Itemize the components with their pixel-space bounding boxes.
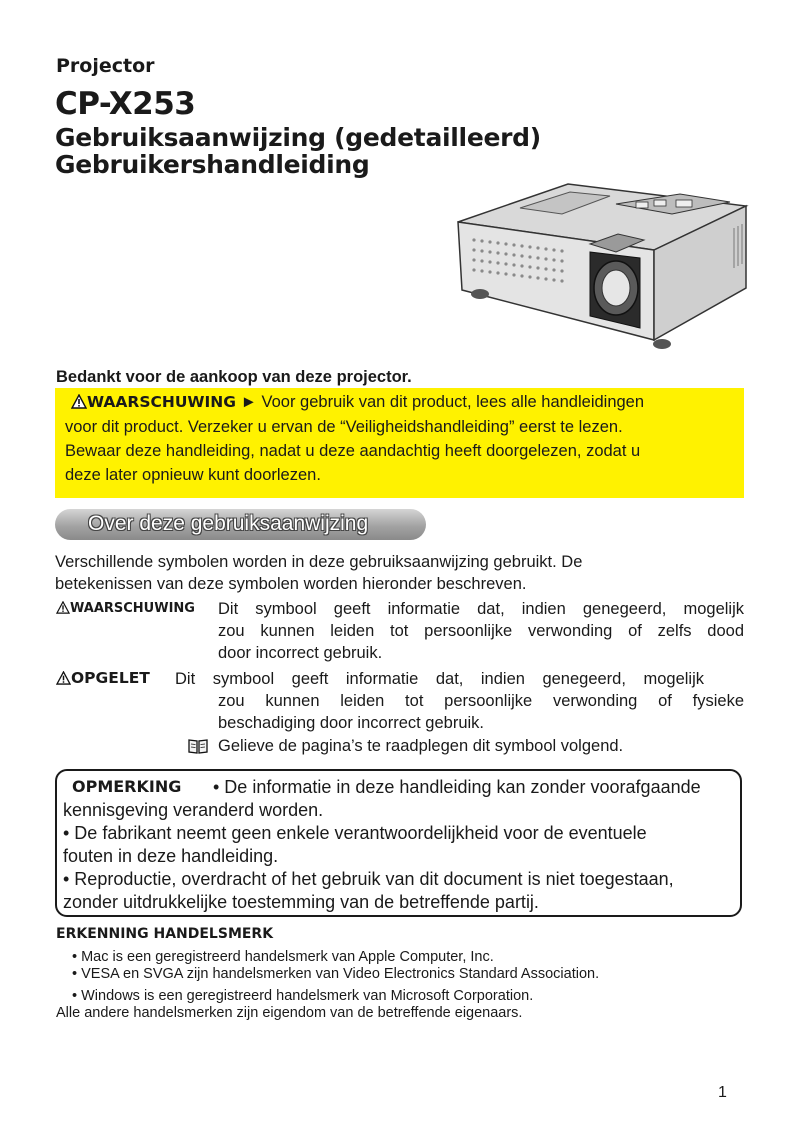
symbol-caution-desc-line1: Dit symbool geeft informatie dat, indien genegeerd, mogelijk — [175, 670, 704, 688]
warning-text-line2: voor dit product. Verzeker u ervan de “Veiligheidshandleiding” eerst te lezen. — [65, 418, 623, 436]
model-number: CP-X253 — [55, 86, 196, 122]
warning-box — [55, 388, 744, 498]
warning-first-line — [71, 393, 644, 412]
warning-label: WAARSCHUWING — [87, 393, 236, 411]
symbol-warning-desc-line3: door incorrect gebruik. — [218, 644, 383, 662]
projector-image — [440, 178, 752, 354]
note-line1: • De informatie in deze handleiding kan zonder voorafgaande — [213, 777, 701, 797]
trademark-footer: Alle andere handelsmerken zijn eigendom van de betreffende eigenaars. — [56, 1005, 523, 1021]
trademark-item: • VESA en SVGA zijn handelsmerken van Video Electronics Standard Association. — [72, 966, 600, 982]
warning-triangle-icon — [71, 394, 87, 409]
symbol-caution-label — [56, 669, 150, 687]
book-icon — [188, 738, 208, 754]
symbol-caution-text: OPGELET — [71, 669, 150, 687]
intro-line2: betekenissen van deze symbolen worden hieronder beschreven. — [55, 575, 527, 593]
warning-text-line1: Voor gebruik van dit product, lees alle handleidingen — [261, 393, 645, 411]
arrow-icon: ► — [240, 393, 257, 411]
book-symbol-text: Gelieve de pagina’s te raadplegen dit symbool volgend. — [218, 737, 624, 755]
page-number: 1 — [718, 1084, 727, 1101]
caution-triangle-icon — [56, 671, 71, 685]
section-title: Over deze gebruiksaanwijzing — [88, 512, 369, 535]
warning-text-line4: deze later opnieuw kunt doorlezen. — [65, 466, 321, 484]
note-label: OPMERKING — [72, 777, 182, 796]
note-line2: kennisgeving veranderd worden. — [63, 800, 324, 820]
warning-text-line3: Bewaar deze handleiding, nadat u deze aandachtig heeft doorgelezen, zodat u — [65, 442, 641, 460]
symbol-caution-desc-line2: zou kunnen leiden tot persoonlijke verwonding of fysieke — [218, 692, 744, 710]
symbol-caution-desc-line3: beschadiging door incorrect gebruik. — [218, 714, 484, 732]
symbol-warning-text: WAARSCHUWING — [70, 601, 195, 616]
symbol-warning-desc-line1: Dit symbool geeft informatie dat, indien genegeerd, mogelijk — [218, 600, 744, 618]
note-line4: fouten in deze handleiding. — [63, 846, 279, 866]
document-title: Gebruiksaanwijzing (gedetailleerd) — [55, 123, 541, 152]
symbol-warning-desc-line2: zou kunnen leiden tot persoonlijke verwonding of zelfs dood — [218, 622, 744, 640]
product-type: Projector — [56, 55, 155, 77]
trademark-item: • Mac is een geregistreerd handelsmerk van Apple Computer, Inc. — [72, 949, 494, 965]
document-subtitle: Gebruikershandleiding — [55, 150, 370, 179]
thanks-heading: Bedankt voor de aankoop van deze projector. — [56, 368, 412, 386]
trademark-item: • Windows is een geregistreerd handelsmerk van Microsoft Corporation. — [72, 988, 534, 1004]
warning-triangle-icon — [56, 601, 70, 614]
note-line3: • De fabrikant neemt geen enkele verantwoordelijkheid voor de eventuele — [63, 823, 647, 843]
trademark-heading: ERKENNING HANDELSMERK — [56, 926, 274, 942]
note-line6: zonder uitdrukkelijke toestemming van de betreffende partij. — [63, 892, 539, 912]
symbol-warning-label — [56, 601, 195, 616]
note-line5: • Reproductie, overdracht of het gebruik van dit document is niet toegestaan, — [63, 869, 674, 889]
intro-line1: Verschillende symbolen worden in deze gebruiksaanwijzing gebruikt. De — [55, 553, 583, 571]
